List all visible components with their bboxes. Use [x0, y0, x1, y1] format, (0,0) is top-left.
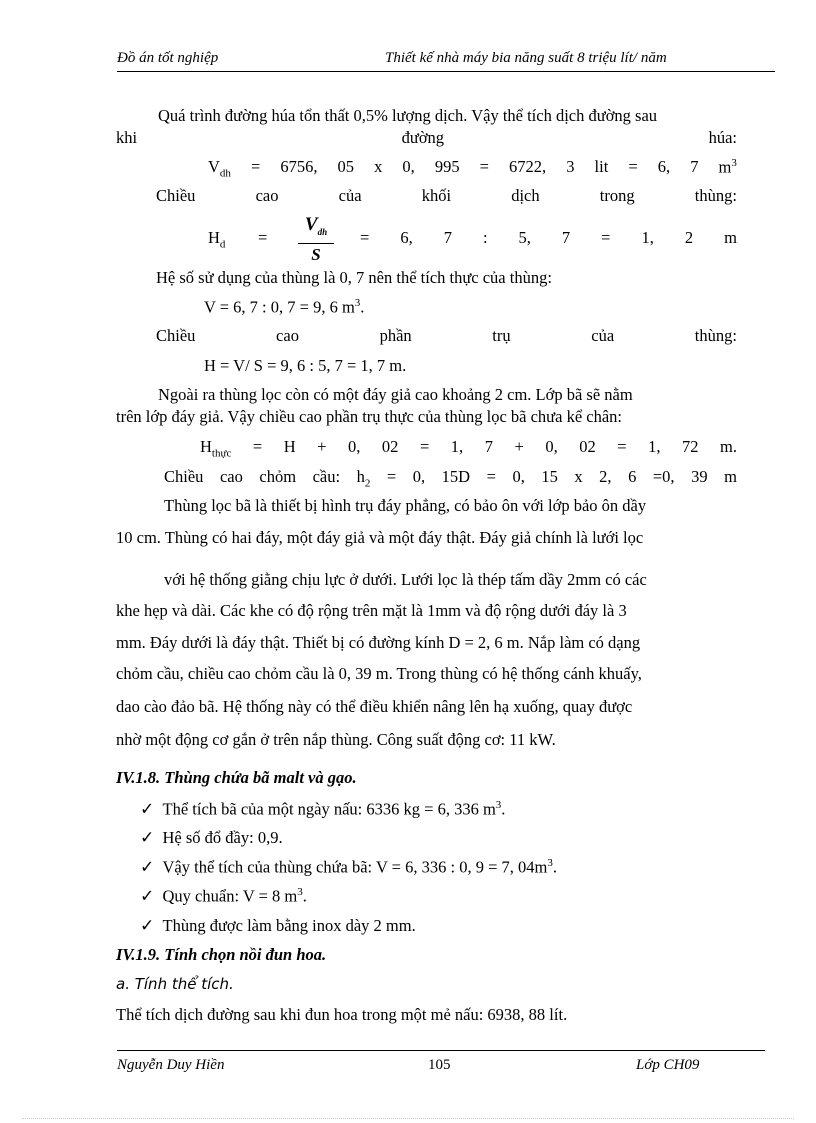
p3-line8: nhờ một động cơ gắn ở trên nắp thùng. Công suất động cơ: 11 kW.	[116, 730, 556, 749]
eq-hd-rhs: = 6, 7 : 5, 7 = 1, 2 m	[360, 228, 737, 247]
footer-class: Lớp CH09	[636, 1057, 700, 1073]
section-heading-4-1-9: IV.1.9. Tính chọn nồi đun hoa.	[116, 945, 327, 964]
p3-line6: chỏm cầu, chiều cao chỏm cầu là 0, 39 m. Trong thùng có hệ thống cánh khuấy,	[116, 664, 642, 683]
eq-h: H = V/ S = 9, 6 : 5, 7 = 1, 7 m.	[204, 356, 407, 375]
checkmark-icon: ✓	[140, 886, 155, 906]
checkmark-icon: ✓	[140, 799, 155, 819]
eq-hd-equals: =	[258, 228, 268, 247]
checkmark-icon: ✓	[140, 857, 155, 877]
eq-v: V = 6, 7 : 0, 7 = 9, 6 $m^3$.	[204, 297, 365, 317]
footer-rule	[117, 1050, 765, 1051]
p3-line1: Thùng lọc bã là thiết bị hình trụ đáy phẳng, có bảo ôn với lớp bảo ôn dầy	[164, 496, 647, 515]
he-so-su-dung: Hệ số sử dụng của thùng là 0, 7 nên thể tích thực của thùng:	[156, 268, 552, 287]
checkmark-icon: ✓	[140, 916, 155, 935]
bottom-dotted-border	[22, 1118, 794, 1119]
eq-h2: Chiều cao chỏm cầu: $h_2$ = 0, 15D = 0, 15 x 2, 6 =0, 39 m	[164, 467, 737, 490]
checkmark-icon: ✓	[140, 828, 155, 847]
p3-line2: 10 cm. Thùng có hai đáy, một đáy giả và một đáy thật. Đáy giả chính là lưới lọc	[116, 528, 644, 547]
p3-line3: với hệ thống giằng chịu lực ở dưới. Lưới lọc là thép tấm dầy 2mm có các	[164, 570, 647, 589]
bullet-item: ✓ Thể tích bã của một ngày nấu: 6336 kg = 6, 336 $m^3$.	[140, 799, 506, 819]
subsection-a: a. Tính thể tích.	[116, 975, 234, 993]
header-right: Thiết kế nhà máy bia năng suất 8 triệu lít/ năm	[385, 50, 667, 66]
p1-line1: Quá trình đường húa tổn thất 0,5% lượng dịch. Vậy thể tích dịch đường sau	[158, 106, 658, 125]
p2-line2: trên lớp đáy giả. Vậy chiều cao phần trụ thực của thùng lọc bã chưa kể chân:	[116, 407, 622, 426]
p2-line1: Ngoài ra thùng lọc còn có một đáy giả cao khoảng 2 cm. Lớp bã sẽ nằm	[158, 385, 633, 404]
p3-line4: khe hẹp và dài. Các khe có độ rộng trên mặt là 1mm và độ rộng dưới đáy là 3	[116, 601, 627, 620]
eq-hd-lhs: $H_d$	[208, 228, 226, 251]
p3-line7: dao cào đảo bã. Hệ thống này có thể điều khiển nâng lên hạ xuống, quay được	[116, 697, 633, 716]
eq-vdh: $V_{dh}$ = 6756, 05 x 0, 995 = 6722, 3 lit = 6, 7 $m^3$	[208, 157, 737, 180]
bullet-item: ✓ Quy chuẩn: V = 8 $m^3$.	[140, 886, 307, 906]
p1-line2: khi đường húa:	[116, 128, 737, 147]
chieu-cao-phan-tru: Chiều cao phần trụ của thùng:	[156, 326, 737, 345]
section-heading-4-1-8: IV.1.8. Thùng chứa bã malt và gạo.	[116, 768, 357, 787]
eq-h-thuc: $H_{thực}$ = H + 0, 02 = 1, 7 + 0, 02 = 1, 72 m.	[200, 437, 737, 460]
bullet-item: ✓ Hệ số đổ đầy: 0,9.	[140, 828, 283, 847]
bullet-item: ✓ Thùng được làm bằng inox dày 2 mm.	[140, 916, 416, 935]
fraction-v-over-s: $V_{dh}$ S	[298, 214, 334, 266]
chieu-cao-khoi-dich: Chiều cao của khối dịch trong thùng:	[156, 186, 737, 205]
footer-author: Nguyễn Duy Hiền	[117, 1057, 225, 1073]
header-left: Đồ án tốt nghiệp	[117, 50, 219, 66]
bullet-item: ✓ Vậy thể tích của thùng chứa bã: V = 6, 336 : 0, 9 = 7, $04m^3$.	[140, 857, 557, 877]
p3-line5: mm. Đáy dưới là đáy thật. Thiết bị có đường kính D = 2, 6 m. Nắp làm có dạng	[116, 633, 641, 652]
header-rule	[117, 71, 775, 72]
last-line: Thể tích dịch đường sau khi đun hoa trong một mẻ nấu: 6938, 88 lít.	[116, 1005, 568, 1024]
page-number: 105	[428, 1057, 451, 1073]
